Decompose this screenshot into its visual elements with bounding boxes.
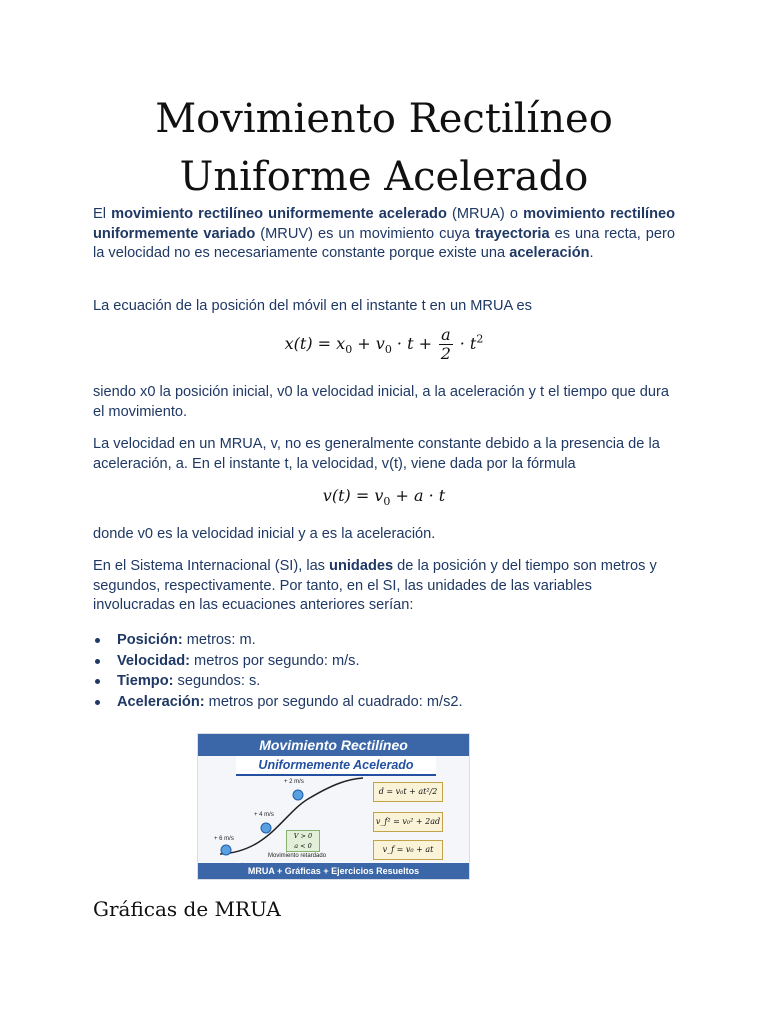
speed-label-3: + 2 m/s: [284, 779, 304, 785]
unit-label: Velocidad:: [117, 652, 190, 669]
position-equation: [93, 326, 675, 363]
unit-value: metros por segundo: m/s.: [190, 652, 360, 669]
unit-item-velocidad: [93, 651, 675, 672]
intro-text-2: (MRUA) o: [446, 206, 524, 222]
eq-pos-exp: 2: [476, 332, 484, 346]
units-intro-bold: unidades: [329, 558, 394, 574]
units-intro: [93, 557, 675, 616]
intro-text-4: es una recta, pero la velocidad no es necesariamente constante porque existe una: [93, 225, 675, 261]
condition-box: [286, 830, 320, 852]
eq-pos-mid2: · t +: [391, 334, 438, 353]
mrua-banner-image[interactable]: [197, 733, 470, 880]
unit-item-tiempo: [93, 671, 675, 692]
title-line-1: Movimiento Rectilíneo: [155, 96, 613, 142]
unit-label: Posición:: [117, 632, 183, 648]
intro-text-3: (MRUV) es un movimiento cuya: [255, 225, 475, 242]
formula-distance: d = v₀t + at²/2: [373, 782, 443, 802]
position-explain: siendo x0 la posición inicial, v0 la velocidad inicial, a la aceleración y t el tiempo que dura el movimiento.: [93, 384, 669, 420]
condition-a: a < 0: [294, 842, 312, 850]
banner-footer: MRUA + Gráficas + Ejercicios Resueltos: [198, 863, 469, 879]
units-intro-text-1: En el Sistema Internacional (SI), las: [93, 558, 330, 574]
intro-bold-mrua: movimiento rectilíneo uniformemente acelerado: [111, 206, 447, 222]
velocity-equation: [93, 486, 675, 508]
unit-label: Aceleración:: [117, 693, 205, 710]
eq-vel-rest: + a · t: [390, 486, 446, 505]
eq-vel-v0-sub: 0: [383, 495, 391, 509]
eq-vel-lhs: v(t) = v: [322, 486, 384, 505]
units-intro-text-2: de la posición y del tiempo son metros y segundos, respectivamente. Por tanto, en el SI, las unidades de las variables involucradas en las ecuaciones anteriores serían:: [93, 558, 657, 613]
units-list: [93, 630, 675, 712]
eq-pos-x0-sub: 0: [345, 343, 353, 357]
eq-pos-fraction: [439, 326, 453, 363]
unit-item-aceleracion: [93, 692, 675, 713]
ball-3-icon: [293, 790, 303, 800]
unit-value: metros: m.: [182, 632, 256, 648]
banner-title: Movimiento Rectilíneo: [198, 734, 469, 756]
velocity-intro: La velocidad en un MRUA, v, no es generalmente constante debido a la presencia de la aceleración, a. En el instante t, la velocidad, v(t), viene dada por la fórmula: [93, 436, 660, 472]
eq-pos-mid: + v: [352, 334, 385, 353]
unit-item-posicion: [93, 630, 675, 651]
intro-bold-mruv: movimiento rectilíneo uniformemente variado: [93, 206, 676, 242]
intro-text-5: .: [589, 245, 594, 261]
eq-pos-frac-num: a: [441, 325, 451, 344]
page-title: [60, 90, 708, 206]
intro-bold-trayectoria: trayectoria: [474, 225, 550, 242]
unit-value: segundos: s.: [173, 673, 261, 689]
intro-text-1: El: [93, 206, 112, 222]
intro-paragraph: [93, 205, 675, 264]
ball-2-icon: [261, 823, 271, 833]
title-line-2: Uniforme Acelerado: [179, 154, 589, 200]
speed-label-1: + 6 m/s: [214, 836, 234, 842]
unit-label: Tiempo:: [117, 673, 174, 689]
intro-bold-aceleracion: aceleración: [509, 245, 590, 261]
velocity-explain: donde v0 es la velocidad inicial y a es la aceleración.: [93, 526, 436, 542]
eq-pos-tail: · t: [454, 334, 477, 353]
eq-pos-v0-sub: 0: [384, 343, 392, 357]
unit-value: metros por segundo al cuadrado: m/s2.: [204, 693, 463, 710]
ball-1-icon: [221, 845, 231, 855]
eq-pos-lhs: x(t) = x: [284, 334, 346, 353]
speed-label-2: + 4 m/s: [254, 812, 274, 818]
section-heading-graficas: Gráficas de MRUA: [93, 897, 281, 921]
formula-velocity-squared: v_f² = v₀² + 2ad: [373, 812, 443, 832]
position-intro: La ecuación de la posición del móvil en el instante t en un MRUA es: [93, 298, 532, 314]
formula-final-velocity: v_f = v₀ + at: [373, 840, 443, 860]
eq-pos-frac-den: 2: [440, 344, 451, 363]
banner-caption: Movimiento retardado: [268, 853, 327, 859]
banner-subtitle: Uniformemente Acelerado: [236, 756, 436, 776]
condition-v: V > 0: [293, 832, 313, 840]
